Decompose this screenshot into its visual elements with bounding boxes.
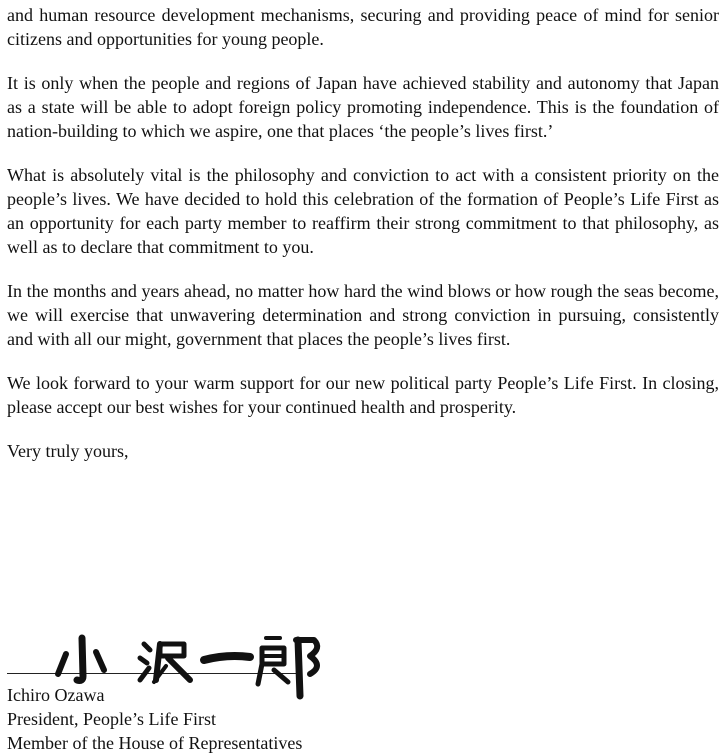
paragraph-1: and human resource development mechanisms, securing and providing peace of mind for senior citizens and opportunities for young people. (7, 5, 719, 49)
signatory-details (7, 683, 507, 755)
signature (7, 630, 347, 690)
signatory-title: President, People’s Life First (7, 709, 216, 729)
signatory-name: Ichiro Ozawa (7, 685, 105, 705)
letter-body (7, 3, 719, 463)
paragraph-2: It is only when the people and regions of Japan have achieved stability and autonomy that Japan as a state will be able to adopt foreign policy promoting independence. This is the foundation of nation-building to which we aspire, one that places ‘the people’s lives first.’ (7, 73, 719, 141)
paragraph-3: What is absolutely vital is the philosophy and conviction to act with a consistent priority on the people’s lives. We have decided to hold this celebration of the formation of People’s Life First as an opportunity for each party member to reaffirm their strong commitment to that philosophy, as well as to declare that commitment to you. (7, 165, 719, 257)
signatory-position: Member of the House of Representatives (7, 733, 303, 753)
paragraph-4: In the months and years ahead, no matter how hard the wind blows or how rough the seas become, we will exercise that unwavering determination and strong conviction in pursuing, consistently and with all our might, government that places the people’s lives first. (7, 281, 719, 349)
closing-line: Very truly yours, (7, 441, 129, 461)
paragraph-5: We look forward to your warm support for our new political party People’s Life First. In closing, please accept our best wishes for your continued health and prosperity. (7, 373, 719, 417)
